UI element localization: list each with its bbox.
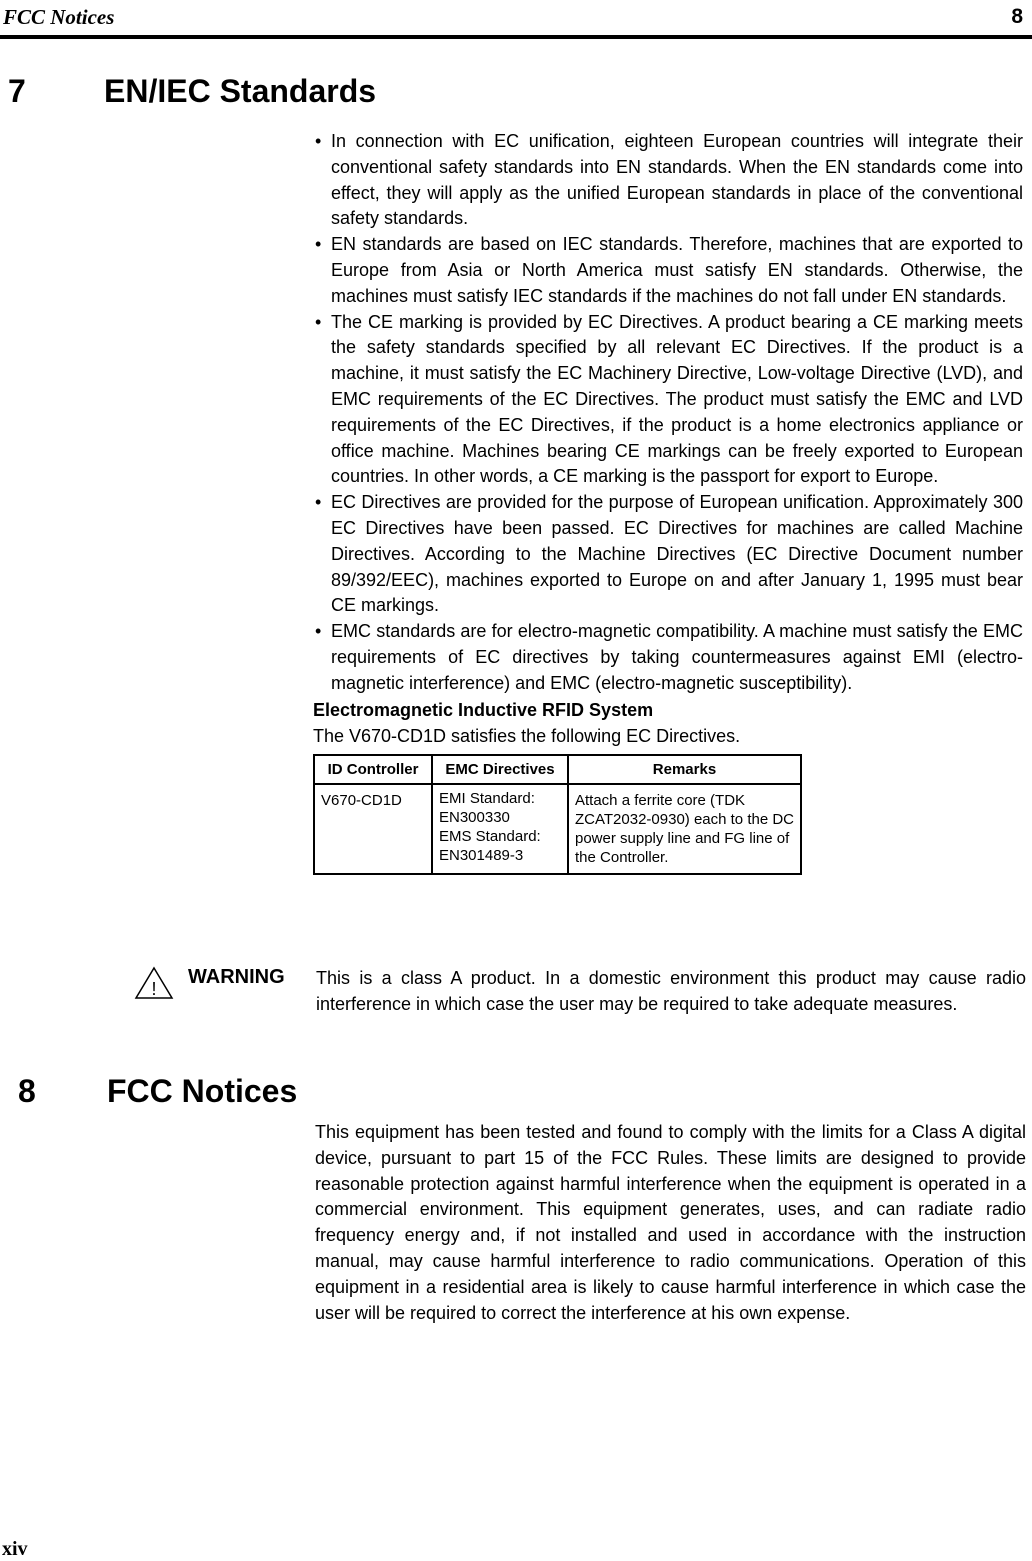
warning-text: This is a class A product. In a domestic environment this product may cause radio interference in which case the user may be required to take adequate measures. (316, 968, 1026, 1014)
directives-table (313, 754, 802, 875)
list-item-text: The CE marking is provided by EC Directives. A product bearing a CE marking meets the safety standards specified by all relevant EC Directives. If the product is a machine, it must satisfy the EC Machinery Directive, Low-voltage Directive (LVD), and EMC requirements of the EC Directives. The product must satisfy the EMC and LVD requirements of the EC Directives, if the product is a home electronics appliance or office machine. Machines bearing CE markings can be freely exported to European countries. In other words, a CE marking is the passport for export to Europe. (331, 311, 1023, 487)
section-7-heading (8, 71, 508, 111)
section-7-title: EN/IEC Standards (104, 73, 377, 109)
list-item (313, 619, 1023, 696)
bullet-icon: • (315, 131, 322, 151)
section-8-title: FCC Notices (107, 1073, 298, 1109)
ems-standard-label: EMS Standard: (439, 827, 541, 845)
bullet-icon: • (315, 492, 322, 513)
table-cell-emc-directives (432, 784, 568, 874)
section-7-number: 7 (8, 73, 26, 109)
warning-triangle-icon (134, 966, 174, 1000)
emi-standard-value: EN300330 (439, 808, 510, 826)
list-item-text: EC Directives are provided for the purpose of European unification. Approximately 300 EC Directives have been passed. EC Directives for machines are called Machine Directives. According to the Machine Directives (EC Directive Document number 89/392/EEC), machines exported to Europe on and after January 1, 1995 must bear CE markings. (331, 492, 1023, 616)
list-item-text: In connection with EC unification, eighteen European countries will integrate their conventional safety standards into EN standards. When the EN standards come into effect, they will apply as the unified European standards in place of the conventional safety standards. (331, 131, 1023, 229)
table-header-row (314, 755, 801, 784)
section-7-bullet-list (313, 129, 1023, 697)
bullet-icon: • (315, 311, 322, 332)
ems-standard-value: EN301489-3 (439, 846, 524, 864)
rfid-intro-text: The V670-CD1D satisfies the following EC Directives. (313, 725, 741, 746)
bullet-icon: • (315, 234, 322, 255)
table-row (314, 784, 801, 874)
list-item (313, 310, 1023, 491)
warning-label: WARNING (188, 966, 285, 988)
table-header-id-controller: ID Controller (314, 755, 432, 784)
list-item (313, 232, 1023, 309)
list-item (313, 490, 1023, 619)
warning-exclamation: ! (151, 979, 157, 999)
running-header-page-number: 8 (1011, 5, 1023, 28)
section-8-heading (18, 1071, 418, 1111)
list-item (313, 129, 1023, 232)
list-item-text: EMC standards are for electro-magnetic compatibility. A machine must satisfy the EMC requirements of EC directives by taking countermeasures against EMI (electro-magnetic interference) and EMC (electro-magnetic susceptibility). (331, 621, 1023, 693)
emi-standard-label: EMI Standard: (439, 789, 535, 807)
bullet-icon: • (315, 621, 322, 642)
section-8-number: 8 (18, 1073, 36, 1109)
table-header-emc-directives: EMC Directives (432, 755, 568, 784)
footer-page-label: xiv (2, 1538, 28, 1560)
list-item-text: EN standards are based on IEC standards. Therefore, machines that are exported to Europe from Asia or North America must satisfy EN standards. Otherwise, the machines must satisfy IEC standards if the machines do not fall under EN standards. (331, 234, 1023, 306)
section-7-body (313, 129, 1023, 875)
table-cell-controller: V670-CD1D (314, 784, 432, 874)
table-cell-remarks: Attach a ferrite core (TDK ZCAT2032-0930) each to the DC power supply line and FG line of the Controller. (568, 784, 801, 874)
rfid-subheading: Electromagnetic Inductive RFID System (313, 699, 654, 720)
fcc-notice-paragraph: This equipment has been tested and found to comply with the limits for a Class A digital device, pursuant to part 15 of the FCC Rules. These limits are designed to provide reasonable protection against harmful interference when the equipment is operated in a commercial environment. This equipment generates, uses, and can radiate radio frequency energy and, if not installed and used in accordance with the instruction manual, may cause harmful interference to radio communications. Operation of this equipment in a residential area is likely to cause harmful interference in which case the user will be required to correct the interference at his own expense. (315, 1122, 1026, 1323)
header-rule (0, 35, 1032, 39)
running-header-title: FCC Notices (3, 5, 115, 29)
table-header-remarks: Remarks (568, 755, 801, 784)
